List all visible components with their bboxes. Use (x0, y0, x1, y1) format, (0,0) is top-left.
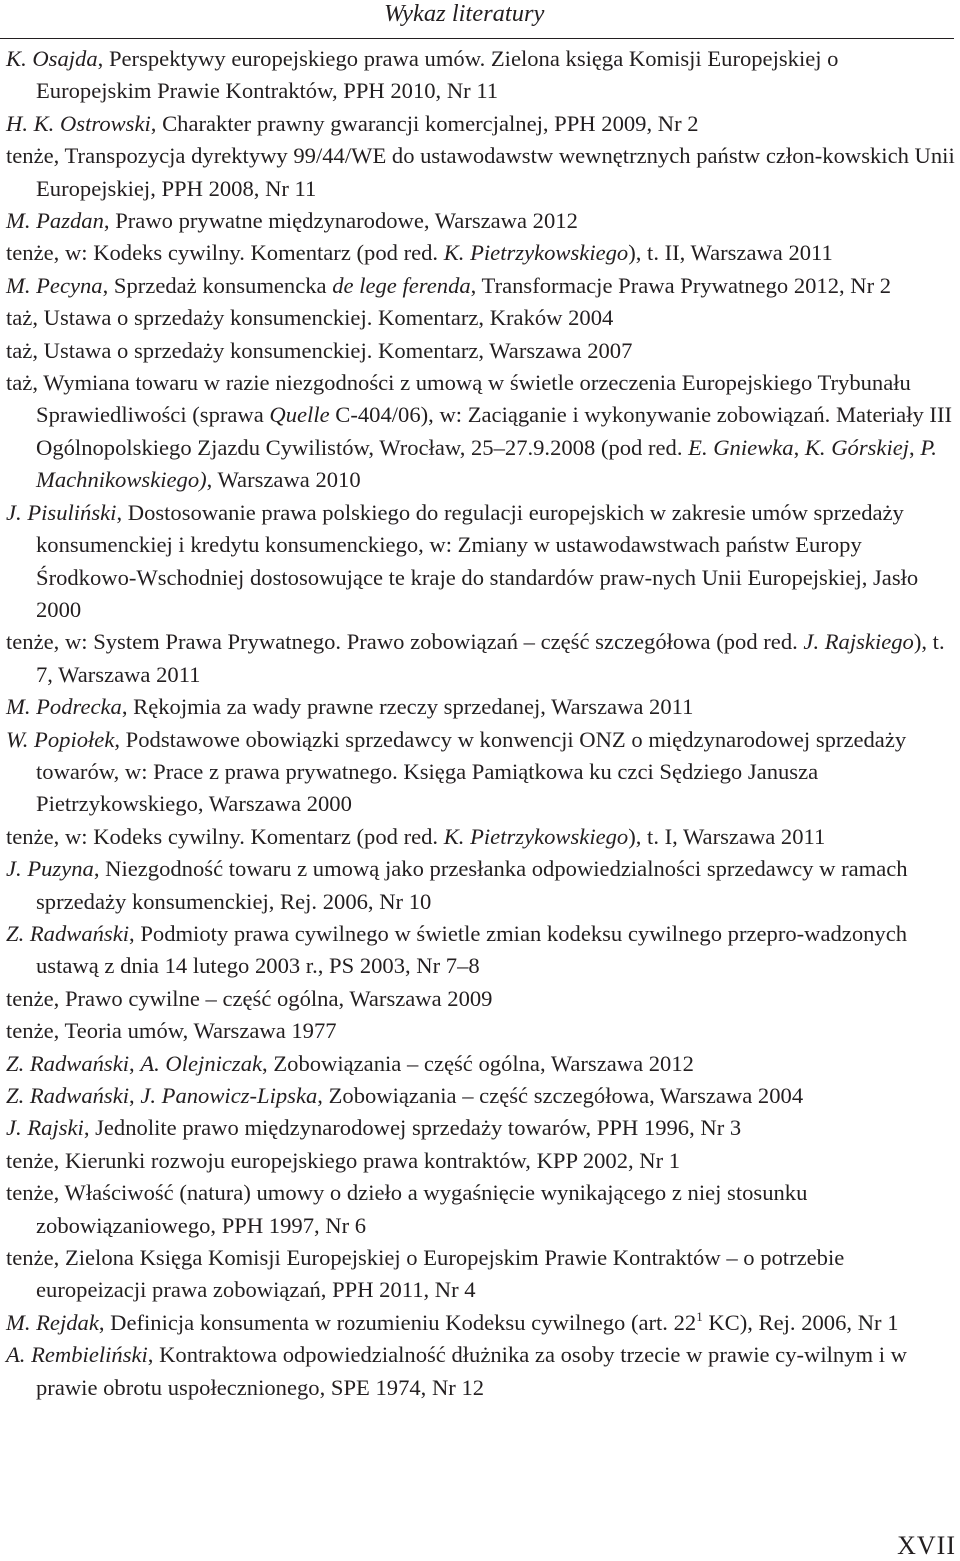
bibliography-entry (6, 626, 958, 691)
entry-text: , Kontraktowa odpowiedzialność dłużnika za osoby trzecie w prawie cy-wilnym i w prawie obrotu uspołecznionego, SPE 1974, Nr 12 (36, 1342, 907, 1400)
author-or-italic-text: Z. Radwański (6, 1083, 130, 1108)
bibliography-entry (6, 367, 958, 497)
entry-text: , (129, 1050, 141, 1076)
bibliography-entry (6, 1112, 958, 1144)
bibliography-entry (6, 1177, 958, 1242)
author-or-italic-text: P. Machnikowskiego) (36, 434, 937, 493)
entry-text: , Transformacje Prawa Prywatnego 2012, Nr 2 (470, 272, 892, 298)
bibliography-entry (6, 691, 958, 723)
entry-text: taż, Ustawa o sprzedaży konsumenckiej. Komentarz, Kraków 2004 (6, 305, 614, 331)
entry-text: ), t. II, Warszawa 2011 (628, 240, 833, 266)
entry-text: , (909, 434, 921, 460)
author-or-italic-text: M. Rejdak (6, 1309, 99, 1335)
author-or-italic-text: Z. Radwański (6, 920, 130, 946)
author-or-italic-text: J. Puzyna (6, 856, 94, 882)
page-number: XVII (897, 1531, 956, 1560)
author-or-italic-text: M. Pazdan (6, 208, 104, 234)
superscript: 1 (696, 1308, 703, 1324)
bibliography-entry (6, 1015, 958, 1047)
running-header-title: Wykaz literatury (384, 0, 545, 27)
bibliography-entry (6, 853, 958, 918)
entry-text: tenże, Teoria umów, Warszawa 1977 (6, 1018, 337, 1044)
entry-text: tenże, w: Kodeks cywilny. Komentarz (pod red. (6, 823, 444, 849)
entry-text: , (793, 434, 805, 460)
author-or-italic-text: E. Gniewka (688, 434, 794, 460)
entry-text: , Sprzedaż konsumencka (102, 272, 333, 298)
bibliography-entry (6, 918, 958, 983)
bibliography-entry (6, 1339, 958, 1404)
author-or-italic-text: Z. Radwański (6, 1050, 130, 1076)
bibliography-entry (6, 724, 958, 821)
entry-text: , Warszawa 2010 (206, 467, 361, 493)
entry-text: , Perspektywy europejskiego prawa umów. Zielona księga Komisji Europejskiej o Europejskim Prawie Kontraktów, PPH 2010, Nr 11 (36, 46, 839, 104)
entry-text: , Podstawowe obowiązki sprzedawcy w konwencji ONZ o międzynarodowej sprzedaży towarów, w: Prace z prawa prywatnego. Księga Pamiątkowa ku czci Sędziego Janusza Pietrzykowskiego, Warszawa 2000 (36, 726, 907, 817)
entry-text: , Zobowiązania – część ogólna, Warszawa 2012 (262, 1050, 694, 1076)
bibliography-list (6, 43, 958, 1404)
entry-text: , Jednolite prawo międzynarodowej sprzedaży towarów, PPH 1996, Nr 3 (83, 1115, 742, 1141)
author-or-italic-text: M. Podrecka (6, 694, 122, 720)
bibliography-entry (6, 335, 958, 367)
entry-text: tenże, w: System Prawa Prywatnego. Prawo zobowiązań – część szczegółowa (pod red. (6, 629, 804, 655)
entry-text: , Charakter prawny gwarancji komercjalnej, PPH 2009, Nr 2 (150, 110, 699, 136)
running-header (0, 0, 954, 39)
entry-text: tenże, Transpozycja dyrektywy 99/44/WE do ustawodawstw wewnętrznych państw człon-kowskich Unii Europejskiej, PPH 2008, Nr 11 (6, 143, 955, 201)
bibliography-entry (6, 1242, 958, 1307)
entry-text: tenże, w: Kodeks cywilny. Komentarz (pod red. (6, 240, 444, 266)
entry-text: , Dostosowanie prawa polskiego do regulacji europejskich w zakresie umów sprzedaży konsumenckiej i kredytu konsumenckiego, w: Zmiany w ustawodawstwach państw Europy Środkowo-Wschodniej dostosowujące te kraje do standardów praw-nych Unii Europejskiej, Jasło 2000 (36, 499, 919, 622)
entry-text: , Zobowiązania – część szczegółowa, Warszawa 2004 (317, 1083, 804, 1108)
bibliography-entry (6, 1080, 958, 1112)
bibliography-entry (6, 237, 958, 269)
author-or-italic-text: A. Rembieliński (6, 1342, 148, 1368)
author-or-italic-text: A. Olejniczak (140, 1050, 263, 1076)
bibliography-entry (6, 302, 958, 334)
bibliography-entry (6, 270, 958, 302)
bibliography-entry (6, 497, 958, 627)
author-or-italic-text: K. Górskiej (804, 434, 910, 460)
entry-text: , (129, 1083, 141, 1108)
bibliography-entry (6, 205, 958, 237)
entry-text: , Definicja konsumenta w rozumieniu Kodeksu cywilnego (art. 22 (98, 1309, 697, 1335)
entry-text: , Rękojmia za wady prawne rzeczy sprzedanej, Warszawa 2011 (121, 694, 694, 720)
author-or-italic-text: K. Pietrzykowskiego (443, 823, 629, 849)
entry-text: taż, Ustawa o sprzedaży konsumenckiej. Komentarz, Warszawa 2007 (6, 337, 633, 363)
author-or-italic-text: M. Pecyna (6, 272, 103, 298)
entry-text: taż, Wymiana towaru w razie niezgodności z umową w świetle orzeczenia Europejskiego Trybunału Sprawiedliwości (sprawa (6, 370, 911, 428)
entry-text: tenże, Kierunki rozwoju europejskiego prawa kontraktów, KPP 2002, Nr 1 (6, 1147, 681, 1173)
entry-text: tenże, Zielona Księga Komisji Europejskiej o Europejskim Prawie Kontraktów – o potrzebie europeizacji prawa zobowiązań, PPH 2011, Nr 4 (6, 1245, 845, 1303)
author-or-italic-text: K. Pietrzykowskiego (443, 240, 629, 266)
bibliography-entry (6, 983, 958, 1015)
author-or-italic-text: Quelle (269, 402, 330, 428)
author-or-italic-text: J. Panowicz-Lipska (140, 1083, 318, 1108)
entry-text: , Prawo prywatne międzynarodowe, Warszawa 2012 (103, 208, 578, 234)
author-or-italic-text: J. Rajski (6, 1115, 84, 1141)
bibliography-entry (6, 43, 958, 108)
author-or-italic-text: W. Popiołek (6, 726, 115, 752)
author-or-italic-text: J. Rajskiego (803, 629, 914, 655)
author-or-italic-text: H. K. Ostrowski (6, 110, 151, 136)
entry-text: C-404/06), w: Zaciąganie i wykonywanie zobowiązań. Materiały III Ogólnopolskiego Zjazdu Cywilistów, Wrocław, 25–27.9.2008 (pod red. (36, 402, 953, 460)
entry-text: ), t. 7, Warszawa 2011 (36, 629, 945, 687)
entry-text: , Niezgodność towaru z umową jako przesłanka odpowiedzialności sprzedawcy w ramach sprzedaży konsumenckiej, Rej. 2006, Nr 10 (36, 856, 908, 914)
author-or-italic-text: K. Osajda (6, 46, 98, 71)
bibliography-entry (6, 1048, 958, 1080)
author-or-italic-text: J. Pisuliński (6, 499, 117, 525)
entry-text: tenże, Właściwość (natura) umowy o dzieło a wygaśnięcie wynikającego z niej stosunku zobowiązaniowego, PPH 1997, Nr 6 (6, 1180, 808, 1238)
bibliography-entry (6, 1307, 958, 1339)
author-or-italic-text: de lege ferenda (332, 272, 471, 298)
entry-text: , Podmioty prawa cywilnego w świetle zmian kodeksu cywilnego przepro-wadzonych ustawą z dnia 14 lutego 2003 r., PS 2003, Nr 7–8 (36, 920, 908, 979)
bibliography-entry (6, 1145, 958, 1177)
bibliography-entry (6, 108, 958, 140)
entry-text: tenże, Prawo cywilne – część ogólna, Warszawa 2009 (6, 985, 493, 1011)
entry-text: KC), Rej. 2006, Nr 1 (702, 1309, 899, 1335)
bibliography-entry (6, 821, 958, 853)
bibliography-entry (6, 140, 958, 205)
entry-text: ), t. I, Warszawa 2011 (628, 823, 826, 849)
